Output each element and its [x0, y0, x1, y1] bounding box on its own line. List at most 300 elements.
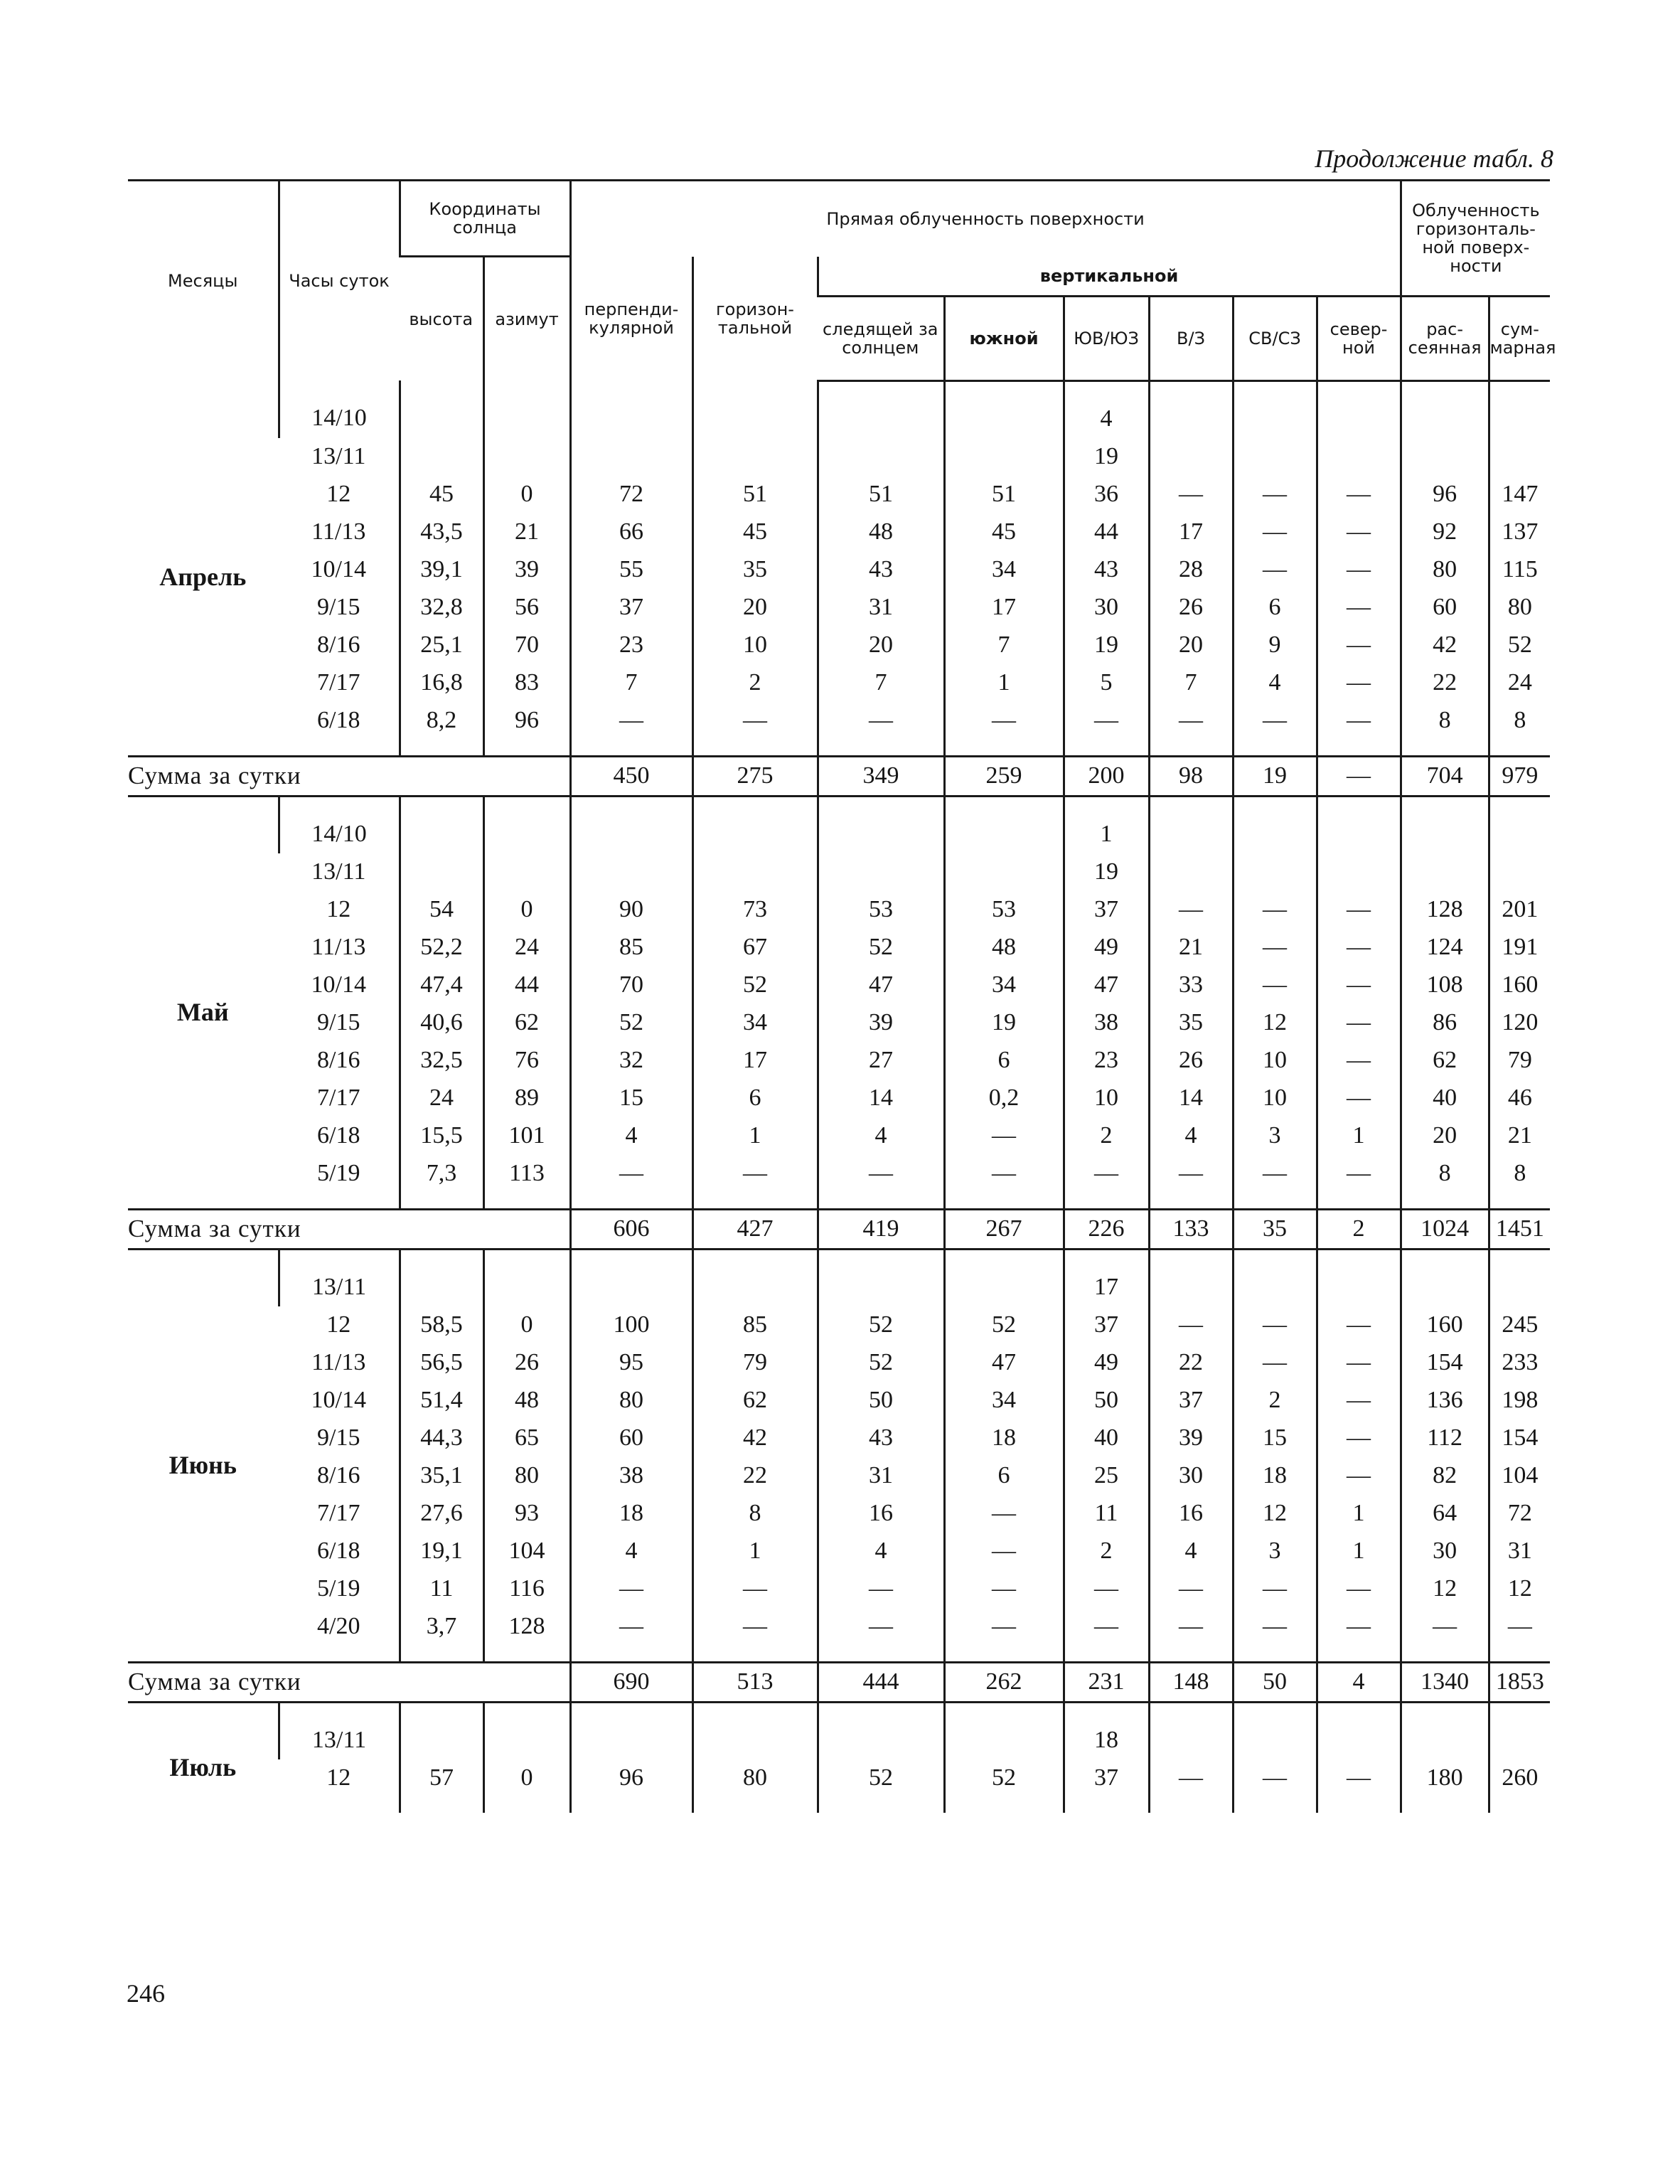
- table-cell: 180: [1401, 1759, 1489, 1813]
- table-cell: 53: [944, 891, 1064, 929]
- table-cell: 12: [326, 481, 351, 507]
- table-cell: 12: [326, 896, 351, 922]
- table-cell: 60: [570, 1419, 692, 1457]
- table-cell: [1233, 438, 1317, 476]
- table-cell: 0: [483, 1759, 570, 1813]
- table-cell: 233: [1489, 1344, 1550, 1382]
- table-cell: 21: [1149, 929, 1233, 966]
- total-cell: 259: [944, 756, 1064, 796]
- header-total: сум-марная: [1489, 296, 1550, 380]
- table-row: [128, 1042, 1550, 1080]
- table-cell: 43: [1064, 551, 1149, 589]
- table-row: [128, 1080, 1550, 1117]
- table-cell: 52: [570, 1004, 692, 1042]
- table-cell: 47: [818, 966, 944, 1004]
- total-cell: 98: [1149, 756, 1233, 796]
- table-cell: 20: [692, 589, 818, 627]
- table-cell: 52: [692, 966, 818, 1004]
- total-cell: 231: [1064, 1662, 1149, 1702]
- table-cell: 45: [944, 513, 1064, 551]
- table-cell: [692, 1702, 818, 1759]
- table-cell: 16: [818, 1495, 944, 1533]
- table-cell: —: [1317, 1155, 1401, 1210]
- table-cell: 7: [944, 627, 1064, 664]
- table-cell: 13/11: [311, 858, 366, 885]
- table-cell: 0,2: [944, 1080, 1064, 1117]
- header-north: север-ной: [1317, 296, 1401, 380]
- table-cell: —: [692, 1608, 818, 1663]
- table-cell: —: [1317, 966, 1401, 1004]
- table-cell: —: [570, 1608, 692, 1663]
- table-cell: 8/16: [317, 632, 360, 658]
- table-cell: —: [1149, 702, 1233, 757]
- table-cell: [483, 438, 570, 476]
- total-cell: 50: [1233, 1662, 1317, 1702]
- table-cell: 20: [818, 627, 944, 664]
- table-cell: 9/15: [317, 1424, 360, 1451]
- table-cell: 31: [818, 589, 944, 627]
- header-months: Месяцы: [168, 271, 238, 291]
- table-cell: 10: [1233, 1042, 1317, 1080]
- table-cell: —: [570, 702, 692, 757]
- table-cell: 1: [1064, 796, 1149, 853]
- table-cell: 85: [570, 929, 692, 966]
- table-cell: 9: [1233, 627, 1317, 664]
- table-cell: [692, 853, 818, 891]
- table-cell: 38: [570, 1457, 692, 1495]
- table-cell: 128: [483, 1608, 570, 1663]
- table-cell: [692, 438, 818, 476]
- total-row: [128, 756, 1550, 796]
- table-cell: —: [944, 1533, 1064, 1570]
- table-cell: [1317, 380, 1401, 438]
- table-cell: 35,1: [400, 1457, 483, 1495]
- table-cell: —: [1233, 1608, 1317, 1663]
- total-cell: 4: [1317, 1662, 1401, 1702]
- table-cell: —: [944, 1570, 1064, 1608]
- table-cell: 12: [1489, 1570, 1550, 1608]
- table-cell: 9/15: [317, 594, 360, 620]
- table-cell: 14: [1149, 1080, 1233, 1117]
- table-cell: 43: [818, 551, 944, 589]
- table-cell: 48: [818, 513, 944, 551]
- table-cell: 51,4: [400, 1382, 483, 1419]
- table-cell: [944, 380, 1064, 438]
- table-cell: 7/17: [317, 669, 360, 696]
- table-cell: 8: [1489, 702, 1550, 757]
- table-cell: 92: [1401, 513, 1489, 551]
- table-cell: [400, 438, 483, 476]
- table-cell: [570, 796, 692, 853]
- table-row: [128, 551, 1550, 589]
- table-cell: 57: [400, 1759, 483, 1813]
- month-name: Июль: [169, 1752, 237, 1781]
- table-cell: 80: [483, 1457, 570, 1495]
- table-cell: 58,5: [400, 1306, 483, 1344]
- header-south: южной: [944, 296, 1064, 380]
- table-cell: 15: [1233, 1419, 1317, 1457]
- table-cell: 19: [944, 1004, 1064, 1042]
- table-cell: —: [818, 1155, 944, 1210]
- table-cell: —: [944, 1155, 1064, 1210]
- table-cell: 44,3: [400, 1419, 483, 1457]
- table-cell: 27: [818, 1042, 944, 1080]
- table-cell: 2: [692, 664, 818, 702]
- table-cell: [1317, 1249, 1401, 1306]
- table-cell: 0: [483, 476, 570, 513]
- table-cell: 24: [1489, 664, 1550, 702]
- table-cell: 33: [1149, 966, 1233, 1004]
- table-cell: —: [944, 702, 1064, 757]
- table-cell: 198: [1489, 1382, 1550, 1419]
- table-cell: 52: [818, 929, 944, 966]
- table-cell: 83: [483, 664, 570, 702]
- table-cell: —: [1317, 929, 1401, 966]
- table-cell: [1401, 380, 1489, 438]
- table-cell: [1149, 853, 1233, 891]
- table-cell: 80: [1489, 589, 1550, 627]
- table-cell: 7: [570, 664, 692, 702]
- total-cell: —: [1317, 756, 1401, 796]
- table-cell: —: [944, 1495, 1064, 1533]
- table-cell: 8/16: [317, 1047, 360, 1073]
- table-cell: 34: [944, 1382, 1064, 1419]
- table-row: [128, 1495, 1550, 1533]
- total-cell: 427: [692, 1209, 818, 1249]
- table-cell: 2: [1064, 1117, 1149, 1155]
- table-cell: —: [1317, 1570, 1401, 1608]
- table-cell: 17: [692, 1042, 818, 1080]
- table-cell: [818, 380, 944, 438]
- table-row: [128, 1759, 1550, 1813]
- table-cell: 113: [483, 1155, 570, 1210]
- total-cell: 19: [1233, 756, 1317, 796]
- month-name: Июнь: [168, 1450, 237, 1479]
- table-cell: 52: [818, 1344, 944, 1382]
- table-cell: 6/18: [317, 707, 360, 733]
- table-cell: —: [1317, 702, 1401, 757]
- table-cell: 42: [692, 1419, 818, 1457]
- table-cell: 10/14: [311, 971, 366, 998]
- total-cell: 1451: [1489, 1209, 1550, 1249]
- table-cell: 35: [1149, 1004, 1233, 1042]
- total-row: [128, 1209, 1550, 1249]
- table-cell: —: [1489, 1608, 1550, 1663]
- table-cell: 11: [1064, 1495, 1149, 1533]
- table-cell: [818, 796, 944, 853]
- total-cell: 704: [1401, 756, 1489, 796]
- total-cell: 1340: [1401, 1662, 1489, 1702]
- table-cell: 26: [1149, 1042, 1233, 1080]
- table-cell: 80: [570, 1382, 692, 1419]
- table-cell: —: [1317, 476, 1401, 513]
- table-cell: 52: [1489, 627, 1550, 664]
- table-cell: —: [1401, 1608, 1489, 1663]
- table-cell: 37: [570, 589, 692, 627]
- total-row: [128, 1662, 1550, 1702]
- table-cell: 40,6: [400, 1004, 483, 1042]
- table-cell: 26: [483, 1344, 570, 1382]
- table-cell: 4: [1149, 1533, 1233, 1570]
- table-cell: —: [818, 702, 944, 757]
- table-row: [128, 1382, 1550, 1419]
- table-cell: —: [1149, 476, 1233, 513]
- table-row: [128, 1344, 1550, 1382]
- table-cell: 101: [483, 1117, 570, 1155]
- header-e-w: В/З: [1149, 296, 1233, 380]
- table-cell: [1149, 438, 1233, 476]
- table-cell: 80: [1401, 551, 1489, 589]
- table-cell: 40: [1401, 1080, 1489, 1117]
- table-cell: [818, 1249, 944, 1306]
- table-cell: 93: [483, 1495, 570, 1533]
- table-cell: 112: [1401, 1419, 1489, 1457]
- table-cell: 160: [1401, 1306, 1489, 1344]
- table-row: [128, 627, 1550, 664]
- table-cell: 22: [1149, 1344, 1233, 1382]
- table-cell: [692, 380, 818, 438]
- table-cell: 85: [692, 1306, 818, 1344]
- table-cell: —: [1233, 1570, 1317, 1608]
- table-cell: 116: [483, 1570, 570, 1608]
- table-cell: 52: [944, 1306, 1064, 1344]
- table-cell: 22: [1401, 664, 1489, 702]
- table-cell: 56,5: [400, 1344, 483, 1382]
- table-cell: [570, 380, 692, 438]
- table-cell: 18: [1233, 1457, 1317, 1495]
- table-cell: 30: [1149, 1457, 1233, 1495]
- table-cell: 4: [1149, 1117, 1233, 1155]
- table-cell: 3: [1233, 1117, 1317, 1155]
- table-cell: 60: [1401, 589, 1489, 627]
- table-cell: —: [1233, 1759, 1317, 1813]
- table-cell: 21: [1489, 1117, 1550, 1155]
- table-cell: 34: [944, 551, 1064, 589]
- header-hours: Часы суток: [279, 181, 400, 381]
- table-cell: 104: [483, 1533, 570, 1570]
- table-cell: 260: [1489, 1759, 1550, 1813]
- table-cell: 13/11: [311, 443, 366, 469]
- month-block: [128, 796, 1550, 1209]
- table-cell: [818, 438, 944, 476]
- table-cell: —: [692, 1155, 818, 1210]
- table-row: [128, 1457, 1550, 1495]
- table-cell: 10: [1233, 1080, 1317, 1117]
- table-cell: [944, 853, 1064, 891]
- table-cell: —: [1317, 1306, 1401, 1344]
- table-cell: 5/19: [317, 1160, 360, 1186]
- total-cell: 133: [1149, 1209, 1233, 1249]
- table-cell: [944, 1249, 1064, 1306]
- table-cell: 76: [483, 1042, 570, 1080]
- table-cell: 66: [570, 513, 692, 551]
- table-cell: —: [1317, 891, 1401, 929]
- table-row: [128, 476, 1550, 513]
- table-cell: 52: [944, 1759, 1064, 1813]
- table-cell: 136: [1401, 1382, 1489, 1419]
- table-cell: [1149, 1249, 1233, 1306]
- table-cell: 32,5: [400, 1042, 483, 1080]
- table-cell: 4: [1064, 380, 1149, 438]
- table-cell: [1489, 796, 1550, 853]
- table-cell: 47: [944, 1344, 1064, 1382]
- table-cell: 10: [692, 627, 818, 664]
- table-cell: 6: [944, 1457, 1064, 1495]
- table-cell: 115: [1489, 551, 1550, 589]
- table-cell: 8: [1489, 1155, 1550, 1210]
- table-cell: 0: [483, 891, 570, 929]
- table-cell: 48: [483, 1382, 570, 1419]
- table-cell: 30: [1401, 1533, 1489, 1570]
- table-cell: 4: [1233, 664, 1317, 702]
- table-cell: 50: [1064, 1382, 1149, 1419]
- header-ne-nw: СВ/СЗ: [1233, 296, 1317, 380]
- table-cell: —: [1233, 929, 1317, 966]
- table-cell: —: [1233, 891, 1317, 929]
- table-row: [128, 380, 1550, 438]
- total-label: Сумма за сутки: [128, 756, 570, 796]
- table-cell: 147: [1489, 476, 1550, 513]
- total-cell: 690: [570, 1662, 692, 1702]
- table-cell: [1401, 853, 1489, 891]
- table-cell: 39: [483, 551, 570, 589]
- table-cell: 17: [944, 589, 1064, 627]
- table-cell: 43: [818, 1419, 944, 1457]
- table-cell: [1317, 853, 1401, 891]
- table-row: [128, 1004, 1550, 1042]
- table-cell: 50: [818, 1382, 944, 1419]
- table-cell: 49: [1064, 929, 1149, 966]
- table-cell: —: [1317, 589, 1401, 627]
- table-cell: 25,1: [400, 627, 483, 664]
- table-cell: 34: [944, 966, 1064, 1004]
- total-cell: 262: [944, 1662, 1064, 1702]
- table-cell: 19,1: [400, 1533, 483, 1570]
- table-cell: 37: [1149, 1382, 1233, 1419]
- table-cell: 12: [1401, 1570, 1489, 1608]
- daily-total-block: [128, 1662, 1550, 1702]
- table-cell: 26: [1149, 589, 1233, 627]
- header-horizontal-irradiance: Облученность горизонталь-ной поверх-ности: [1401, 181, 1550, 297]
- table-cell: 72: [1489, 1495, 1550, 1533]
- table-cell: 14/10: [279, 380, 400, 438]
- table-cell: —: [1233, 1155, 1317, 1210]
- table-row: [128, 1533, 1550, 1570]
- table-cell: 64: [1401, 1495, 1489, 1533]
- total-cell: 979: [1489, 756, 1550, 796]
- table-cell: —: [570, 1155, 692, 1210]
- table-cell: 55: [570, 551, 692, 589]
- table-cell: 28: [1149, 551, 1233, 589]
- table-cell: [400, 796, 483, 853]
- table-cell: 70: [483, 627, 570, 664]
- table-cell: [692, 1249, 818, 1306]
- table-cell: 56: [483, 589, 570, 627]
- table-cell: 154: [1489, 1419, 1550, 1457]
- table-cell: [1401, 796, 1489, 853]
- table-cell: 39: [1149, 1419, 1233, 1457]
- table-cell: [1317, 438, 1401, 476]
- table-cell: [400, 380, 483, 438]
- table-cell: [1401, 438, 1489, 476]
- table-cell: 23: [570, 627, 692, 664]
- table-cell: [944, 1702, 1064, 1759]
- table-cell: 18: [944, 1419, 1064, 1457]
- table-cell: 39,1: [400, 551, 483, 589]
- table-cell: —: [570, 1570, 692, 1608]
- table-cell: 79: [692, 1344, 818, 1382]
- table-cell: [1489, 438, 1550, 476]
- total-cell: 1853: [1489, 1662, 1550, 1702]
- table-cell: 67: [692, 929, 818, 966]
- table-cell: 7: [1149, 664, 1233, 702]
- table-cell: —: [1233, 1306, 1317, 1344]
- table-cell: [1401, 1249, 1489, 1306]
- table-cell: 19: [1064, 438, 1149, 476]
- table-cell: [692, 796, 818, 853]
- table-cell: 108: [1401, 966, 1489, 1004]
- table-cell: —: [1233, 551, 1317, 589]
- table-cell: 47: [1064, 966, 1149, 1004]
- table-cell: —: [1317, 1419, 1401, 1457]
- table-cell: 8,2: [400, 702, 483, 757]
- table-row: [128, 1570, 1550, 1608]
- total-cell: 513: [692, 1662, 818, 1702]
- table-cell: [483, 1702, 570, 1759]
- table-cell: 73: [692, 891, 818, 929]
- month-block: [128, 1702, 1550, 1813]
- page-number: 246: [127, 1979, 165, 2008]
- table-cell: 31: [818, 1457, 944, 1495]
- total-cell: 226: [1064, 1209, 1149, 1249]
- table-cell: 104: [1489, 1457, 1550, 1495]
- total-cell: 444: [818, 1662, 944, 1702]
- table-cell: 44: [483, 966, 570, 1004]
- table-cell: 13/11: [279, 1702, 400, 1759]
- table-cell: 45: [692, 513, 818, 551]
- table-cell: 12: [326, 1311, 351, 1338]
- table-cell: 7: [818, 664, 944, 702]
- table-cell: —: [1149, 1155, 1233, 1210]
- header-sun-coords: Координаты солнца: [400, 181, 570, 257]
- table-cell: 54: [400, 891, 483, 929]
- header-vertical: вертикальной: [818, 257, 1401, 297]
- month-block: [128, 1249, 1550, 1662]
- table-cell: [1489, 1702, 1550, 1759]
- table-cell: 48: [944, 929, 1064, 966]
- table-cell: 0: [483, 1306, 570, 1344]
- table-cell: —: [1233, 1344, 1317, 1382]
- total-cell: 267: [944, 1209, 1064, 1249]
- table-cell: 8/16: [317, 1462, 360, 1488]
- table-cell: [400, 1702, 483, 1759]
- table-cell: 23: [1064, 1042, 1149, 1080]
- table-cell: 62: [483, 1004, 570, 1042]
- table-cell: 137: [1489, 513, 1550, 551]
- table-cell: 42: [1401, 627, 1489, 664]
- table-row: [128, 589, 1550, 627]
- total-label: Сумма за сутки: [128, 1209, 570, 1249]
- table-cell: [1149, 796, 1233, 853]
- table-row: [128, 1249, 1550, 1306]
- table-cell: 8: [1401, 702, 1489, 757]
- table-cell: 13/11: [279, 1249, 400, 1306]
- table-cell: 37: [1064, 1306, 1149, 1344]
- table-cell: [570, 438, 692, 476]
- table-cell: 21: [483, 513, 570, 551]
- table-cell: 62: [1401, 1042, 1489, 1080]
- table-cell: 8: [692, 1495, 818, 1533]
